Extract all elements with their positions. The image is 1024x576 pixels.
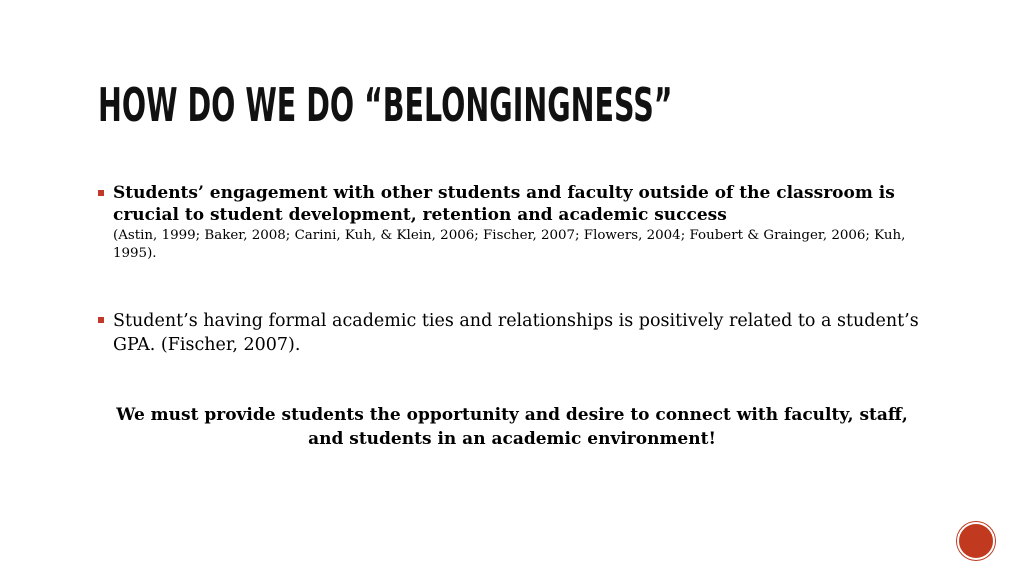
- bullet-item: [98, 182, 928, 263]
- slide-title: HOW DO WE DO “BELONGINGNESS”: [98, 78, 673, 132]
- bullet-body: [113, 309, 928, 357]
- conclusion-statement: We must provide students the opportunity and desire to connect with faculty, staff, and students in an academic environment!: [116, 405, 908, 449]
- bullet-item: [98, 309, 928, 357]
- slide-number-circle-icon: [957, 522, 995, 560]
- bullet-citation: (Astin, 1999; Baker, 2008; Carini, Kuh, & Klein, 2006; Fischer, 2007; Flowers, 2004; Foubert & Grainger, 2006; Kuh, 1995).: [113, 228, 906, 261]
- square-bullet-icon: [98, 190, 104, 196]
- bullet-bold-text: Students’ engagement with other students and faculty outside of the classroom is crucial to student development, retention and academic success: [113, 183, 895, 225]
- square-bullet-icon: [98, 317, 104, 323]
- bullet-body: [113, 182, 928, 263]
- bullet-text: Student’s having formal academic ties and relationships is positively related to a student’s GPA. (Fischer, 2007).: [113, 311, 919, 355]
